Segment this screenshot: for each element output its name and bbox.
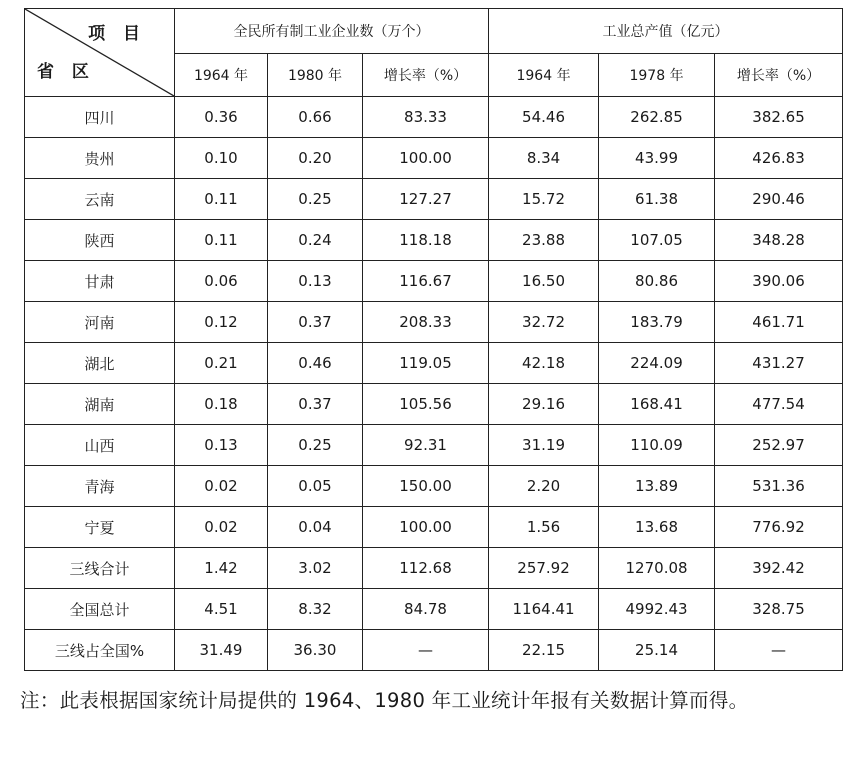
group-header-enterprise-count: 全民所有制工业企业数（万个） (175, 9, 489, 54)
subheader-cell: 1964 年 (489, 54, 599, 97)
value-cell: 3.02 (268, 548, 363, 589)
value-cell: 1.56 (489, 507, 599, 548)
row-label-cell: 三线占全国% (25, 630, 175, 671)
value-cell: 0.13 (175, 425, 268, 466)
value-cell: 13.89 (599, 466, 715, 507)
value-cell: 127.27 (363, 179, 489, 220)
value-cell: 0.25 (268, 425, 363, 466)
row-label-cell: 青海 (25, 466, 175, 507)
value-cell: 119.05 (363, 343, 489, 384)
value-cell: 257.92 (489, 548, 599, 589)
table-row (25, 261, 843, 302)
header-row-groups (25, 9, 843, 54)
corner-item-label: 项 目 (88, 24, 146, 44)
subheader-cell: 1980 年 (268, 54, 363, 97)
value-cell: 22.15 (489, 630, 599, 671)
value-cell: — (715, 630, 843, 671)
value-cell: 29.16 (489, 384, 599, 425)
row-label-cell: 三线合计 (25, 548, 175, 589)
table-row (25, 220, 843, 261)
table-row (25, 343, 843, 384)
subheader-cell: 1978 年 (599, 54, 715, 97)
value-cell: 36.30 (268, 630, 363, 671)
table-row (25, 97, 843, 138)
value-cell: 100.00 (363, 507, 489, 548)
table-row (25, 425, 843, 466)
value-cell: 42.18 (489, 343, 599, 384)
value-cell: 0.25 (268, 179, 363, 220)
value-cell: 13.68 (599, 507, 715, 548)
row-label-cell: 宁夏 (25, 507, 175, 548)
value-cell: 0.21 (175, 343, 268, 384)
row-label-cell: 四川 (25, 97, 175, 138)
value-cell: 348.28 (715, 220, 843, 261)
value-cell: 105.56 (363, 384, 489, 425)
table-row (25, 179, 843, 220)
row-label-cell: 湖南 (25, 384, 175, 425)
table-row (25, 630, 843, 671)
value-cell: 8.34 (489, 138, 599, 179)
value-cell: 16.50 (489, 261, 599, 302)
value-cell: 0.24 (268, 220, 363, 261)
corner-header-cell (25, 9, 175, 97)
value-cell: 0.02 (175, 466, 268, 507)
footnote: 注：此表根据国家统计局提供的 1964、1980 年工业统计年报有关数据计算而得。 (20, 689, 749, 712)
value-cell: 183.79 (599, 302, 715, 343)
row-label-cell: 河南 (25, 302, 175, 343)
value-cell: 0.66 (268, 97, 363, 138)
value-cell: 0.10 (175, 138, 268, 179)
value-cell: 0.06 (175, 261, 268, 302)
statistics-table (24, 8, 843, 671)
value-cell: 110.09 (599, 425, 715, 466)
row-label-cell: 全国总计 (25, 589, 175, 630)
value-cell: 83.33 (363, 97, 489, 138)
table-row (25, 138, 843, 179)
value-cell: 31.19 (489, 425, 599, 466)
table-row (25, 384, 843, 425)
value-cell: 23.88 (489, 220, 599, 261)
table-row (25, 589, 843, 630)
value-cell: 0.20 (268, 138, 363, 179)
row-label-cell: 陕西 (25, 220, 175, 261)
value-cell: 390.06 (715, 261, 843, 302)
value-cell: 92.31 (363, 425, 489, 466)
value-cell: 0.37 (268, 384, 363, 425)
value-cell: 32.72 (489, 302, 599, 343)
value-cell: 2.20 (489, 466, 599, 507)
value-cell: 290.46 (715, 179, 843, 220)
row-label-cell: 湖北 (25, 343, 175, 384)
value-cell: 0.37 (268, 302, 363, 343)
value-cell: 0.12 (175, 302, 268, 343)
value-cell: 100.00 (363, 138, 489, 179)
subheader-cell: 增长率（%） (363, 54, 489, 97)
value-cell: 262.85 (599, 97, 715, 138)
value-cell: 0.18 (175, 384, 268, 425)
value-cell: — (363, 630, 489, 671)
corner-province-label: 省 区 (37, 62, 95, 82)
value-cell: 431.27 (715, 343, 843, 384)
row-label-cell: 山西 (25, 425, 175, 466)
value-cell: 150.00 (363, 466, 489, 507)
value-cell: 4992.43 (599, 589, 715, 630)
value-cell: 116.67 (363, 261, 489, 302)
value-cell: 1.42 (175, 548, 268, 589)
value-cell: 0.04 (268, 507, 363, 548)
value-cell: 392.42 (715, 548, 843, 589)
value-cell: 118.18 (363, 220, 489, 261)
value-cell: 328.75 (715, 589, 843, 630)
value-cell: 43.99 (599, 138, 715, 179)
table-row (25, 507, 843, 548)
value-cell: 80.86 (599, 261, 715, 302)
value-cell: 31.49 (175, 630, 268, 671)
value-cell: 4.51 (175, 589, 268, 630)
value-cell: 112.68 (363, 548, 489, 589)
table-row (25, 548, 843, 589)
value-cell: 252.97 (715, 425, 843, 466)
subheader-cell: 增长率（%） (715, 54, 843, 97)
value-cell: 0.11 (175, 220, 268, 261)
row-label-cell: 甘肃 (25, 261, 175, 302)
value-cell: 61.38 (599, 179, 715, 220)
subheader-cell: 1964 年 (175, 54, 268, 97)
table-row (25, 466, 843, 507)
value-cell: 0.02 (175, 507, 268, 548)
value-cell: 8.32 (268, 589, 363, 630)
value-cell: 776.92 (715, 507, 843, 548)
value-cell: 208.33 (363, 302, 489, 343)
value-cell: 224.09 (599, 343, 715, 384)
row-label-cell: 云南 (25, 179, 175, 220)
row-label-cell: 贵州 (25, 138, 175, 179)
value-cell: 25.14 (599, 630, 715, 671)
value-cell: 0.46 (268, 343, 363, 384)
value-cell: 0.11 (175, 179, 268, 220)
value-cell: 84.78 (363, 589, 489, 630)
value-cell: 0.05 (268, 466, 363, 507)
value-cell: 107.05 (599, 220, 715, 261)
value-cell: 1270.08 (599, 548, 715, 589)
value-cell: 0.36 (175, 97, 268, 138)
value-cell: 15.72 (489, 179, 599, 220)
value-cell: 461.71 (715, 302, 843, 343)
table-row (25, 302, 843, 343)
value-cell: 382.65 (715, 97, 843, 138)
value-cell: 531.36 (715, 466, 843, 507)
value-cell: 168.41 (599, 384, 715, 425)
group-header-output-value: 工业总产值（亿元） (489, 9, 843, 54)
value-cell: 426.83 (715, 138, 843, 179)
value-cell: 1164.41 (489, 589, 599, 630)
value-cell: 0.13 (268, 261, 363, 302)
table-body (25, 97, 843, 671)
value-cell: 477.54 (715, 384, 843, 425)
value-cell: 54.46 (489, 97, 599, 138)
